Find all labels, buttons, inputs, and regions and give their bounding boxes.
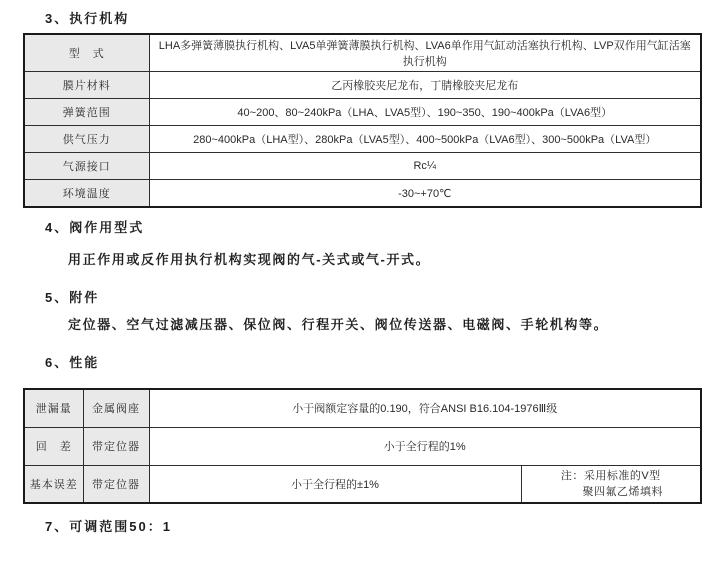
table-row [24, 389, 701, 427]
row-item-cell: 泄漏量 [24, 389, 83, 427]
row-label-cell: 环境温度 [24, 180, 149, 208]
row-value-cell: 40~200、80~240kPa（LHA、LVA5型）、190~350、190~400kPa（LVA6型） [149, 99, 701, 126]
row-label-cell: 弹簧范围 [24, 99, 149, 126]
row-label-cell: 气源接口 [24, 153, 149, 180]
row-value-cell: 280~400kPa（LHA型）、280kPa（LVA5型）、400~500kPa（LVA6型）、300~500kPa（LVA型） [149, 126, 701, 153]
table-row [24, 427, 701, 465]
row-value-cell: Rc¼ [149, 153, 701, 180]
section-4-heading: 4、阀作用型式 [45, 220, 145, 235]
section-7-heading: 7、可调范围50：1 [45, 519, 172, 534]
row-item-cell: 基本误差 [24, 465, 83, 503]
row-value-cell: -30~+70℃ [149, 180, 701, 208]
row-value-cell: 小于全行程的±1% [149, 465, 521, 503]
table-row [24, 180, 701, 208]
row-value-cell: 乙丙橡胶夹尼龙布，丁腈橡胶夹尼龙布 [149, 72, 701, 99]
table-row [24, 126, 701, 153]
table-row [24, 153, 701, 180]
row-label-cell: 膜片材料 [24, 72, 149, 99]
section-5-heading: 5、附件 [45, 290, 100, 305]
section-6-heading: 6、性能 [45, 355, 100, 370]
row-condition-cell: 带定位器 [83, 427, 149, 465]
row-label-cell: 型 式 [24, 34, 149, 72]
note-line-2: 聚四氟乙烯填料 [582, 485, 663, 498]
table-row [24, 72, 701, 99]
table-row [24, 34, 701, 72]
table-row [24, 99, 701, 126]
row-item-cell: 回 差 [24, 427, 83, 465]
row-value-cell: 小于阀额定容量的0.190，符合ANSI B16.104-1976Ⅲ级 [149, 389, 701, 427]
actuator-spec-table [23, 33, 702, 208]
section-3-heading: 3、执行机构 [45, 11, 130, 26]
performance-table [23, 388, 702, 504]
row-value-cell: 小于全行程的1% [149, 427, 701, 465]
row-value-cell: LHA多弹簧薄膜执行机构、LVA5单弹簧薄膜执行机构、LVA6单作用气缸动活塞执行机构、LVP双作用气缸活塞执行机构 [149, 34, 701, 72]
section-5-paragraph: 定位器、空气过滤减压器、保位阀、行程开关、阀位传送器、电磁阀、手轮机构等。 [68, 317, 609, 332]
table-row [24, 465, 701, 503]
section-4-paragraph: 用正作用或反作用执行机构实现阀的气-关式或气-开式。 [68, 252, 431, 267]
note-line-1: 注：采用标准的V型 [560, 469, 661, 482]
row-note-cell [521, 465, 701, 503]
row-condition-cell: 带定位器 [83, 465, 149, 503]
row-label-cell: 供气压力 [24, 126, 149, 153]
row-condition-cell: 金属阀座 [83, 389, 149, 427]
